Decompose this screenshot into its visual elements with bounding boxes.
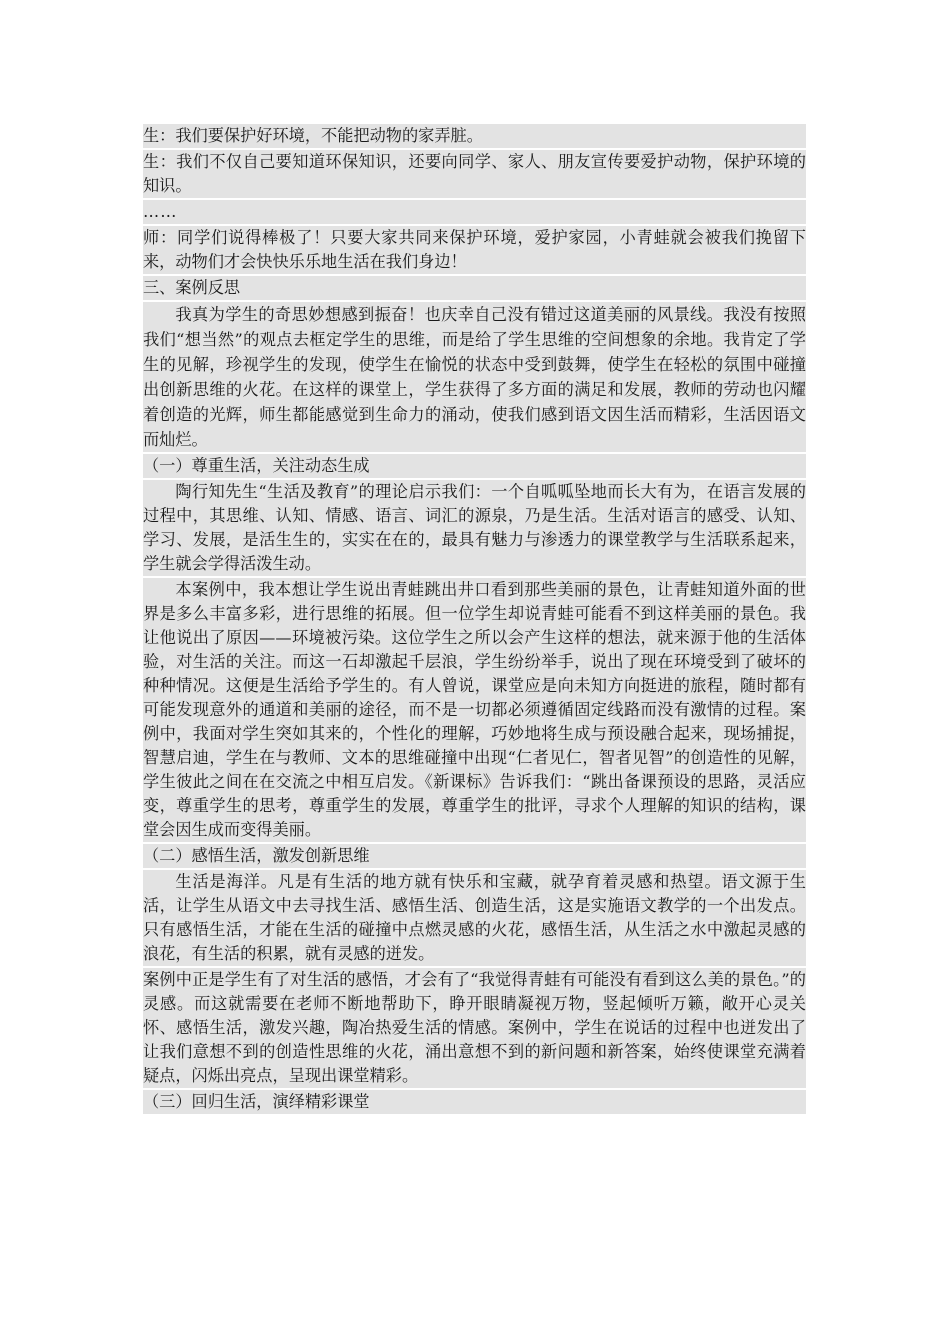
subsection-heading-3: （三）回归生活，演绎精彩课堂 [143,1090,806,1114]
paragraph-case-insight: 案例中正是学生有了对生活的感悟，才会有了“我觉得青蛙有可能没有看到这么美的景色。”的灵感。而这就需要在老师不断地帮助下，睁开眼睛凝视万物，竖起倾听万籁，敞开心灵关怀、感悟生活，激发兴趣，陶冶热爱生活的情感。案例中，学生在说话的过程中也迸发出了让我们意想不到的创造性思维的火花，涌出意想不到的新问题和新答案，始终使课堂充满着疑点，闪烁出亮点，呈现出课堂精彩。 [143,968,806,1088]
dialogue-teacher: 师：同学们说得棒极了！只要大家共同来保护环境，爱护家园，小青蛙就会被我们挽留下来，动物们才会快快乐乐地生活在我们身边！ [143,226,806,274]
paragraph-life-ocean: 生活是海洋。凡是有生活的地方就有快乐和宝藏，就孕育着灵感和热望。语文源于生活，让学生从语文中去寻找生活、感悟生活、创造生活，这是实施语文教学的一个出发点。只有感悟生活，才能在生活的碰撞中点燃灵感的火花，感悟生活，从生活之水中激起灵感的浪花，有生活的积累，就有灵感的迸发。 [143,870,806,966]
subsection-heading-1: （一）尊重生活，关注动态生成 [143,454,806,478]
ellipsis-line: …… [143,200,806,224]
subsection-heading-2: （二）感悟生活，激发创新思维 [143,844,806,868]
section-heading-3: 三、案例反思 [143,276,806,300]
dialogue-student-2: 生：我们不仅自己要知道环保知识，还要向同学、家人、朋友宣传要爱护动物，保护环境的知识。 [143,150,806,198]
dialogue-student-1: 生：我们要保护好环境，不能把动物的家弄脏。 [143,124,806,148]
document-body [143,124,806,1116]
paragraph-tao-xingzhi: 陶行知先生“生活及教育”的理论启示我们：一个自呱呱坠地而长大有为，在语言发展的过程中，其思维、认知、情感、语言、词汇的源泉，乃是生活。生活对语言的感受、认知、学习、发展，是活生生的，实实在在的，最具有魅力与渗透力的课堂教学与生活联系起来，学生就会学得活泼生动。 [143,480,806,576]
reflection-paragraph: 我真为学生的奇思妙想感到振奋！也庆幸自己没有错过这道美丽的风景线。我没有按照我们“想当然”的观点去框定学生的思维，而是给了学生思维的空间想象的余地。我肯定了学生的见解，珍视学生的发现，使学生在愉悦的状态中受到鼓舞，使学生在轻松的氛围中碰撞出创新思维的火花。在这样的课堂上，学生获得了多方面的满足和发展，教师的劳动也闪耀着创造的光辉，师生都能感觉到生命力的涌动，使我们感到语文因生活而精彩，生活因语文而灿烂。 [143,302,806,452]
paragraph-case-analysis: 本案例中，我本想让学生说出青蛙跳出井口看到那些美丽的景色，让青蛙知道外面的世界是多么丰富多彩，进行思维的拓展。但一位学生却说青蛙可能看不到这样美丽的景色。我让他说出了原因——环境被污染。这位学生之所以会产生这样的想法，就来源于他的生活体验，对生活的关注。而这一石却激起千层浪，学生纷纷举手，说出了现在环境受到了破坏的种种情况。这便是生活给予学生的。有人曾说，课堂应是向未知方向挺进的旅程，随时都有可能发现意外的通道和美丽的途径，而不是一切都必须遵循固定线路而没有激情的过程。案例中，我面对学生突如其来的，个性化的理解，巧妙地将生成与预设融合起来，现场捕捉，智慧启迪，学生在与教师、文本的思维碰撞中出现“仁者见仁，智者见智”的创造性的见解，学生彼此之间在在交流之中相互启发。《新课标》告诉我们：“跳出备课预设的思路，灵活应变，尊重学生的思考，尊重学生的发展，尊重学生的批评，寻求个人理解的知识的结构，课堂会因生成而变得美丽。 [143,578,806,842]
